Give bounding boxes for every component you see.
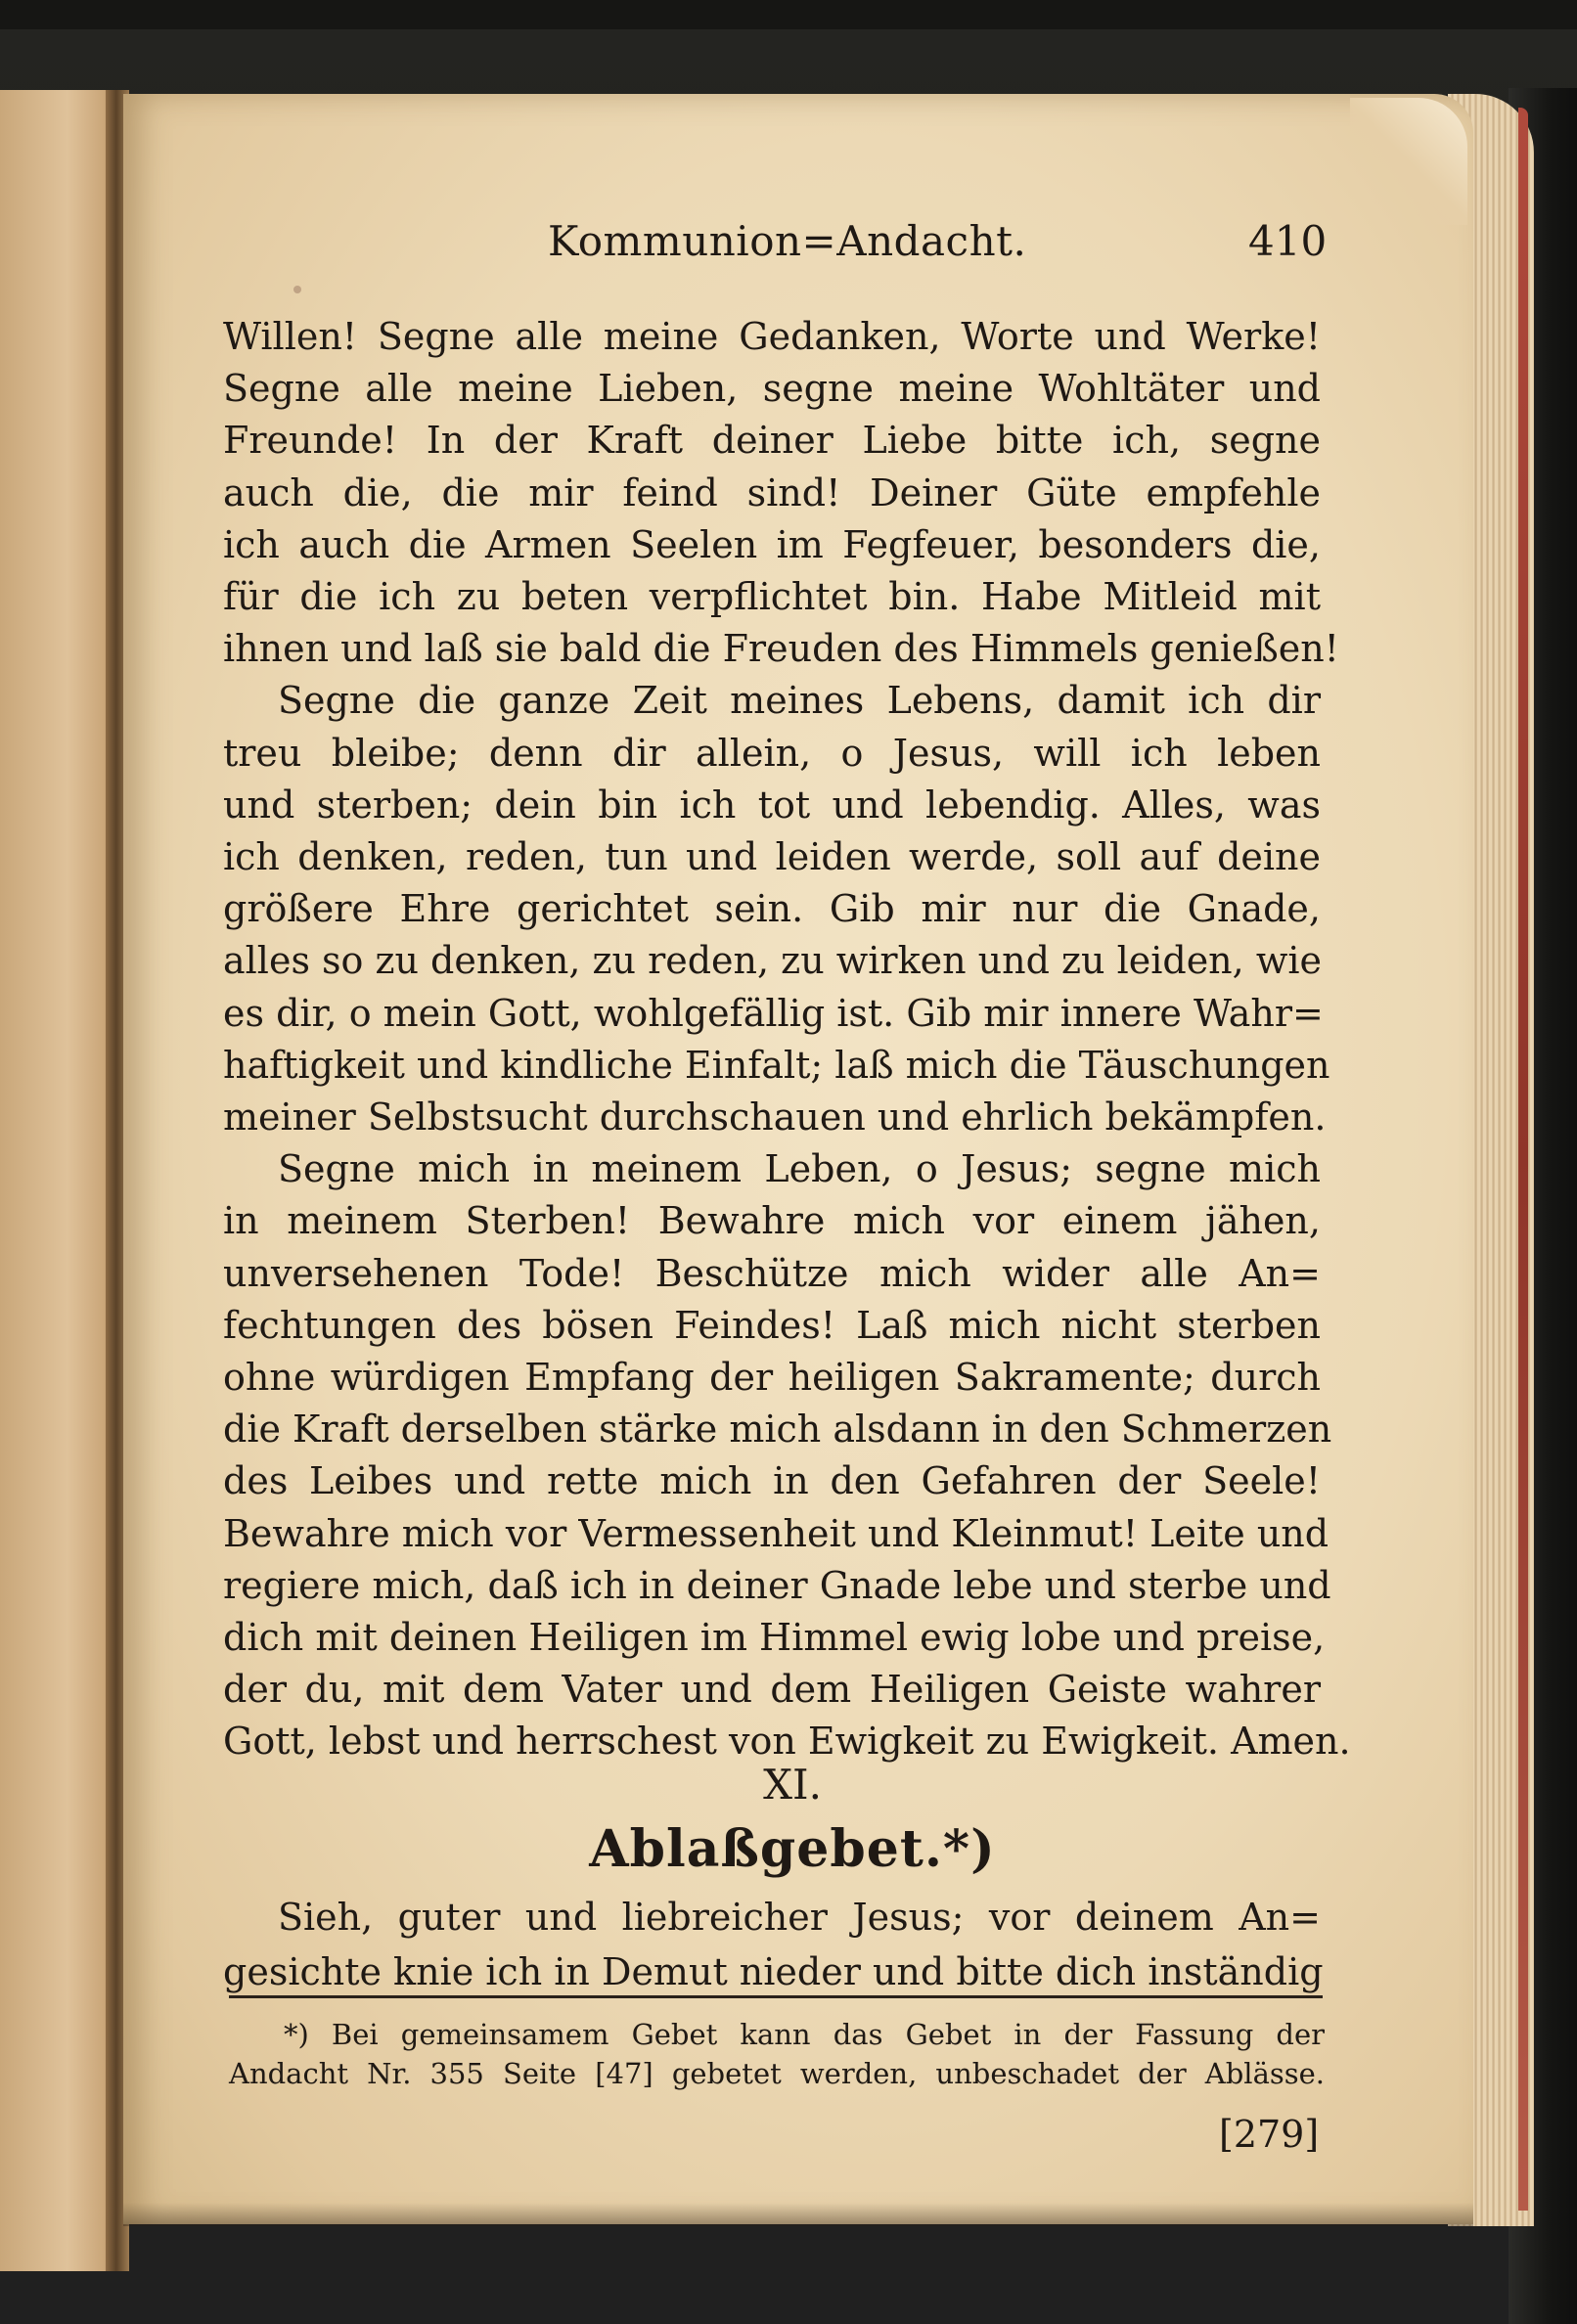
text-line: fechtungen des bösen Feindes! Laß mich nicht sterben (223, 1303, 1321, 1347)
text-line: für die ich zu beten verpflichtet bin. Habe Mitleid mit (223, 575, 1321, 619)
text-line: die Kraft derselben stärke mich alsdann in den Schmerzen (223, 1408, 1332, 1452)
running-head: Kommunion=Andacht. (548, 217, 1027, 265)
text-line: Segne die ganze Zeit meines Lebens, damit ich dir (278, 679, 1321, 723)
text-line: Segne mich in meinem Leben, o Jesus; segne mich (278, 1147, 1321, 1191)
text-line: Sieh, guter und liebreicher Jesus; vor deinem An= (278, 1896, 1321, 1939)
footnote-line: Andacht Nr. 355 Seite [47] gebetet werden, unbeschadet der Ablässe. (229, 2057, 1325, 2090)
footnote (229, 2015, 1325, 2093)
text-line: dich mit deinen Heiligen im Himmel ewig lobe und preise, (223, 1616, 1326, 1660)
footnote-line: *) Bei gemeinsamem Gebet kann das Gebet in der Fassung der (284, 2018, 1325, 2051)
text-line: ich denken, reden, tun und leiden werde, soll auf deine (223, 835, 1321, 879)
text-line: ich auch die Armen Seelen im Fegfeuer, besonders die, (223, 522, 1321, 566)
page-bottom-shadow (123, 2203, 1473, 2226)
text-line: unversehenen Tode! Beschütze mich wider alle An= (223, 1251, 1321, 1295)
text-line: größere Ehre gerichtet sein. Gib mir nur die Gnade, (223, 887, 1321, 931)
text-line: ihnen und laß sie bald die Freuden des Himmels genießen! (223, 627, 1339, 671)
section-text (223, 1890, 1324, 1999)
text-line: regiere mich, daß ich in deiner Gnade lebe und sterbe und (223, 1563, 1331, 1607)
text-line: gesichte knie ich in Demut nieder und bitte dich inständig (223, 1950, 1324, 1993)
facing-page-edge (0, 90, 122, 2271)
page-number: 410 (1248, 217, 1328, 265)
text-line: haftigkeit und kindliche Einfalt; laß mich die Täuschungen (223, 1043, 1330, 1087)
text-line: Bewahre mich vor Vermessenheit und Kleinmut! Leite und (223, 1511, 1329, 1555)
text-line: auch die, die mir feind sind! Deiner Güte empfehle (223, 470, 1321, 514)
prayer-text (223, 311, 1351, 1768)
section-title: Ablaßgebet.*) (589, 1819, 996, 1879)
text-line: und sterben; dein bin ich tot und lebendig. Alles, was (223, 782, 1321, 827)
text-line: es dir, o mein Gott, wohlgefällig ist. Gib mir innere Wahr= (223, 991, 1324, 1035)
text-line: treu bleibe; denn dir allein, o Jesus, will ich leben (223, 731, 1321, 775)
text-line: Freunde! In der Kraft deiner Liebe bitte ich, segne (223, 419, 1321, 463)
printer-signature: [279] (1219, 2113, 1320, 2156)
text-line: alles so zu denken, zu reden, zu wirken und zu leiden, wie (223, 939, 1322, 983)
text-line: in meinem Sterben! Bewahre mich vor einem jähen, (223, 1199, 1321, 1243)
text-line: des Leibes und rette mich in den Gefahren der Seele! (223, 1459, 1321, 1503)
section-number: XI. (763, 1761, 822, 1809)
red-page-edge (1518, 108, 1528, 2211)
text-line: Gott, lebst und herrschest von Ewigkeit zu Ewigkeit. Amen. (223, 1720, 1351, 1764)
text-line: der du, mit dem Vater und dem Heiligen Geiste wahrer (223, 1668, 1321, 1712)
page-corner-curl (1350, 98, 1467, 225)
page-blemish (293, 286, 301, 293)
text-line: Segne alle meine Lieben, segne meine Wohltäter und (223, 367, 1321, 411)
text-line: ohne würdigen Empfang der heiligen Sakramente; durch (223, 1356, 1321, 1400)
text-line: meiner Selbstsucht durchschauen und ehrlich bekämpfen. (223, 1095, 1327, 1140)
text-line: Willen! Segne alle meine Gedanken, Worte und Werke! (223, 315, 1321, 358)
footnote-rule (229, 1995, 1323, 1998)
